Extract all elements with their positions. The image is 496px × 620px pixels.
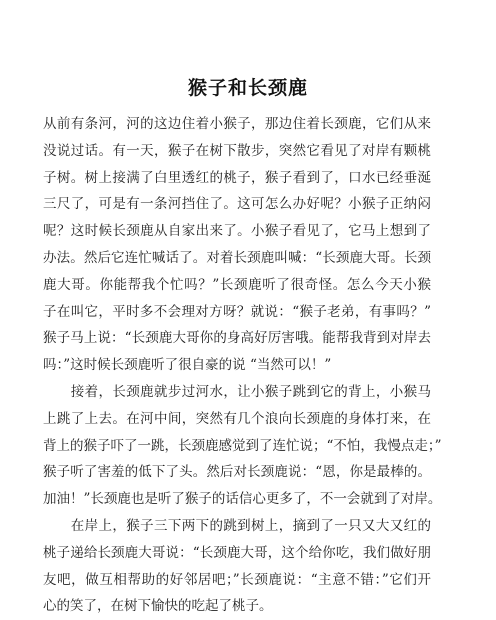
text-line: 心的笑了，在树下愉快的吃起了桃子。: [43, 598, 273, 615]
text-line: 在岸上，猴子三下两下的跳到树上，摘到了一只又大又红的: [43, 517, 431, 534]
text-line: 背上的猴子吓了一跳，长颈鹿感觉到了连忙说；“不怕，我慢点走；”: [43, 437, 442, 454]
text-line: 办法。然后它连忙喊话了。对着长颈鹿叫喊：“长颈鹿大哥。长颈: [43, 249, 431, 266]
text-line: 上跳了上去。在河中间，突然有几个浪向长颈鹿的身体打来，在: [43, 410, 431, 427]
text-line: 呢？这时候长颈鹿从自家出来了。小猴子看见了，它马上想到了: [43, 223, 431, 240]
text-line: 接着，长颈鹿就步过河水，让小猴子跳到它的背上，小猴马: [43, 383, 431, 400]
page-title: 猴子和长颈鹿: [187, 77, 308, 99]
text-line: 子树。树上接满了白里透红的桃子，猴子看到了，口水已经垂涎: [43, 169, 431, 186]
story-body: [43, 111, 442, 620]
text-line: 鹿大哥。你能帮我个忙吗？”长颈鹿听了很奇怪。怎么今天小猴: [43, 276, 431, 293]
text-line: 猴子马上说：“长颈鹿大哥你的身高好厉害哦。能帮我背到对岸去: [43, 330, 431, 347]
text-line: 从前有条河，河的这边住着小猴子，那边住着长颈鹿，它们从来: [43, 116, 431, 132]
text-line: 猴子听了害羞的低下了头。然后对长颈鹿说：“恩，你是最棒的。: [43, 464, 431, 481]
text-line: 没说过话。有一天，猴子在树下散步，突然它看见了对岸有颗桃: [43, 142, 431, 159]
text-line: 友吧，做互相帮助的好邻居吧；”长颈鹿说：“主意不错：”它们开: [43, 571, 431, 588]
text-line: 吗：”这时候长颈鹿听了很自豪的说 “当然可以！”: [43, 357, 332, 374]
text-line: 子在叫它，平时多不会理对方呀？就说：“猴子老弟，有事吗？”: [43, 303, 431, 320]
text-line: 加油！”长颈鹿也是听了猴子的话信心更多了，不一会就到了对岸。: [43, 491, 442, 508]
text-line: 桃子递给长颈鹿大哥说：“长颈鹿大哥，这个给你吃，我们做好朋: [43, 544, 431, 561]
text-line: 三尺了，可是有一条河挡住了。这可怎么办好呢？小猴子正纳闷: [43, 196, 431, 213]
